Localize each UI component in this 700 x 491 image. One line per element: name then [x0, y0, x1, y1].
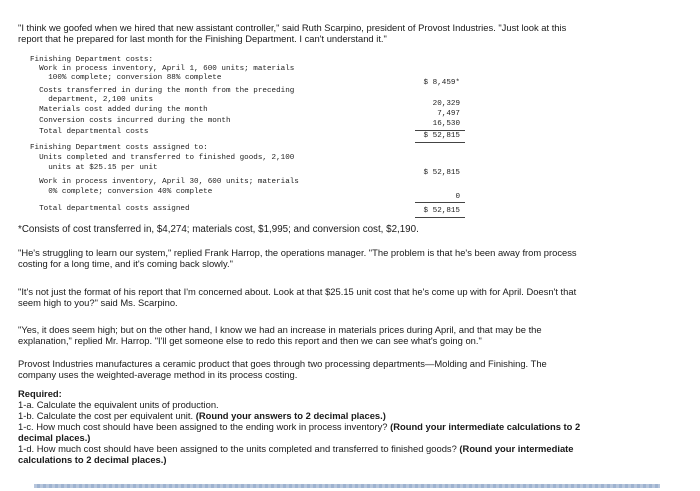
- requirement-text: 1-d. How much cost should have been assigned to the units completed and transferred to finished goods?: [18, 443, 460, 454]
- report-rule: [415, 130, 465, 131]
- requirement-1a: 1-a. Calculate the equivalent units of production.: [18, 399, 219, 410]
- requirement-instruction: (Round your intermediate calculations to 2: [390, 421, 581, 432]
- report-amount: 16,530: [432, 120, 460, 128]
- dialog-paragraph: explanation," replied Mr. Harrop. "I'll get someone else to redo this report and then we can see what's going on.": [18, 335, 482, 346]
- report-line: Total departmental costs: [30, 128, 149, 136]
- dialog-paragraph: "He's struggling to learn our system," replied Frank Harrop, the operations manager. "The problem is that he's been away from process: [18, 247, 577, 258]
- report-line: Finishing Department costs:: [30, 56, 154, 64]
- dialog-paragraph: "Yes, it does seem high; but on the other hand, I know we had an increase in materials prices during April, and that may be the: [18, 324, 542, 335]
- report-amount: $ 52,815: [423, 169, 460, 177]
- report-line: Materials cost added during the month: [30, 106, 208, 114]
- report-line: 0% complete; conversion 40% complete: [30, 188, 213, 196]
- report-total: $ 52,815: [423, 132, 460, 140]
- dialog-paragraph: "It's not just the format of his report that I'm concerned about. Look at that $25.15 unit cost that he's come up with for April. Doesn't that: [18, 286, 577, 297]
- company-description: Provost Industries manufactures a ceramic product that goes through two processing departments—Molding and Finishing. The: [18, 358, 547, 369]
- bottom-divider: [34, 484, 660, 488]
- requirement-1d: [18, 443, 686, 454]
- footnote: *Consists of cost transferred in, $4,274; materials cost, $1,995; and conversion cost, $2,190.: [18, 224, 419, 235]
- report-rule: [415, 217, 465, 218]
- report-amount: $ 8,459*: [423, 79, 460, 87]
- intro-line-2: report that he prepared for last month for the Finishing Department. I can't understand it.": [18, 33, 387, 44]
- report-amount: 20,329: [432, 100, 460, 108]
- report-line: Finishing Department costs assigned to:: [30, 144, 208, 152]
- report-line: Units completed and transferred to finished goods, 2,100: [30, 154, 295, 162]
- requirement-1c: [18, 421, 686, 432]
- requirement-text: 1-b. Calculate the cost per equivalent unit.: [18, 410, 196, 421]
- dialog-paragraph: seem high to you?" said Ms. Scarpino.: [18, 297, 178, 308]
- report-line: 100% complete; conversion 88% complete: [30, 74, 222, 82]
- report-line: units at $25.15 per unit: [30, 164, 158, 172]
- report-total: $ 52,815: [423, 207, 460, 215]
- intro-line-1: "I think we goofed when we hired that new assistant controller," said Ruth Scarpino, president of Provost Industries. "Just look at this: [18, 22, 567, 33]
- report-rule: [415, 142, 465, 143]
- report-line: Work in process inventory, April 1, 600 units; materials: [30, 65, 295, 73]
- report-line: Total departmental costs assigned: [30, 205, 190, 213]
- report-amount: 0: [455, 193, 460, 201]
- report-line: department, 2,100 units: [30, 96, 154, 104]
- report-line: Costs transferred in during the month from the preceding: [30, 87, 295, 95]
- requirement-instruction: (Round your intermediate: [459, 443, 574, 454]
- finishing-department-report: [30, 56, 460, 224]
- report-rule: [415, 202, 465, 203]
- dialog-paragraph: costing for a long time, and it's coming back slowly.": [18, 258, 233, 269]
- report-line: Conversion costs incurred during the month: [30, 117, 231, 125]
- requirement-text: 1-c. How much cost should have been assigned to the ending work in process inventory?: [18, 421, 391, 432]
- requirement-1c-cont: decimal places.): [18, 432, 91, 443]
- requirement-1d-cont: calculations to 2 decimal places.): [18, 454, 167, 465]
- requirement-instruction: (Round your answers to 2 decimal places.): [195, 410, 386, 421]
- report-amount: 7,497: [437, 110, 460, 118]
- requirement-1b: [18, 410, 686, 421]
- company-description: company uses the weighted-average method in its process costing.: [18, 369, 298, 380]
- report-line: Work in process inventory, April 30, 600 units; materials: [30, 178, 299, 186]
- required-heading: Required:: [18, 388, 62, 399]
